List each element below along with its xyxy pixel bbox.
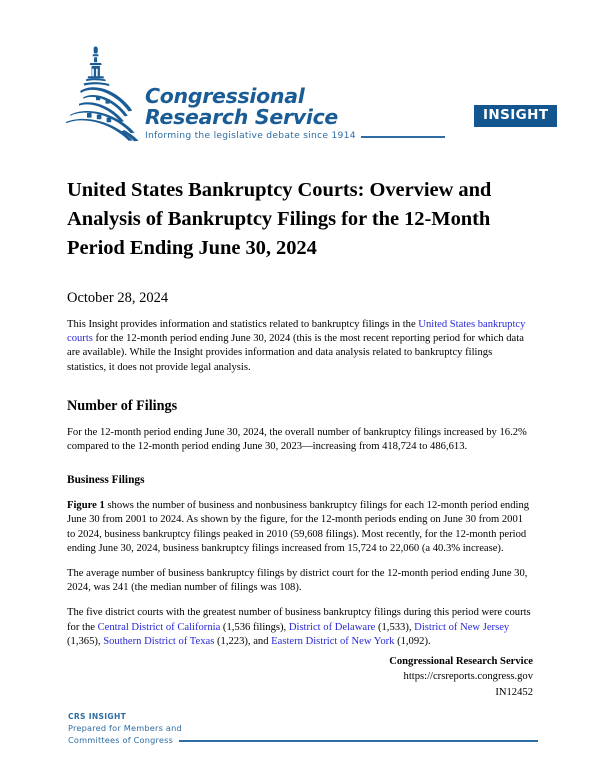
subsection-heading-business-filings: Business Filings — [67, 474, 145, 487]
business-filings-p1-text: shows the number of business and nonbusiness bankruptcy filings for each 12-month period ending June 30 from 2001 to 2024. As shown by the figure, for the 12-month periods ending on June 30 from 2001 to 2024, business bankruptcy filings peaked in 2010 (59,608 filings). Most recently, for the 12-month period ending June 30, 2024, business bankruptcy filings increased from 15,724 to 22,060 (a 40.3% increase). — [67, 500, 530, 554]
crs-logo-text — [145, 86, 395, 128]
business-filings-paragraph-2: The average number of business bankruptcy filings by district court for the 12-month period ending June 30, 2024, was 241 (the median number of filings was 108). — [67, 568, 528, 594]
footer-prepared-line2: Committees of Congress — [68, 735, 174, 745]
footer-prepared-line1: Prepared for Members and — [68, 723, 182, 733]
p3-text-5: (1,092). — [394, 635, 431, 647]
document-header — [0, 0, 600, 160]
business-filings-paragraph-3 — [67, 606, 533, 649]
capitol-dome-icon — [62, 44, 154, 144]
crs-logo-line1: Congressional — [145, 84, 305, 108]
crs-tagline: Informing the legislative debate since 1914 — [145, 130, 356, 141]
footer-organization: Congressional Research Service — [389, 656, 533, 667]
crs-logo-line2: Research Service — [145, 105, 339, 129]
figure-reference: Figure 1 — [67, 500, 105, 512]
number-of-filings-paragraph: For the 12-month period ending June 30, 2024, the overall number of bankruptcy filings increased by 16.2% compared to the 12-month period ending June 30, 2023—increasing from 418,724 to 486,613. — [67, 426, 527, 453]
footer-left-block — [68, 712, 538, 746]
p3-text-3: (1,365), — [67, 635, 104, 647]
link-eastern-district-new-york[interactable]: Eastern District of New York — [271, 635, 395, 647]
link-southern-district-texas[interactable]: Southern District of Texas — [103, 635, 215, 647]
footer-report-id: IN12452 — [495, 687, 533, 698]
p3-text-4: (1,223), and — [214, 635, 272, 647]
publication-date: October 28, 2024 — [67, 290, 169, 306]
footer-prepared-row2 — [68, 734, 538, 746]
p3-text-0: The five district courts with the greatest number of business bankruptcy filings during this period were courts for the — [67, 607, 531, 633]
crs-logo — [62, 44, 392, 144]
p3-text-2: (1,533), — [375, 621, 415, 633]
footer-url[interactable]: https://crsreports.congress.gov — [403, 671, 533, 682]
section-heading-number-of-filings: Number of Filings — [67, 397, 178, 414]
intro-text-part1: This Insight provides information and statistics related to bankruptcy filings in the — [67, 319, 419, 330]
footer-right-block — [233, 655, 533, 700]
intro-text-part2: for the 12-month period ending June 30, 2024 (this is the most recent reporting period for which data are available). While the Insight provides information and data analysis related to bankruptcy filings statistics, it does not provide legal analysis. — [67, 333, 524, 373]
footer-rule — [179, 740, 538, 741]
intro-paragraph — [67, 318, 533, 375]
link-district-new-jersey[interactable]: District of New Jersey — [414, 621, 510, 633]
page-title: United States Bankruptcy Courts: Overview and Analysis of Bankruptcy Filings for the 12-Month Period Ending June 30, 2024 — [67, 179, 492, 259]
link-us-bankruptcy-courts[interactable]: United States bankruptcy courts — [67, 319, 526, 345]
insight-badge: INSIGHT — [474, 105, 557, 127]
link-district-delaware[interactable]: District of Delaware — [288, 621, 376, 633]
document-body — [67, 176, 533, 649]
tagline-rule — [361, 136, 445, 138]
link-central-district-california[interactable]: Central District of California — [97, 621, 221, 633]
crs-tagline-row — [145, 130, 445, 141]
p3-text-1: (1,536 filings), — [220, 621, 289, 633]
business-filings-paragraph-1 — [67, 499, 533, 556]
footer-crs-insight-label: CRS INSIGHT — [68, 712, 127, 721]
